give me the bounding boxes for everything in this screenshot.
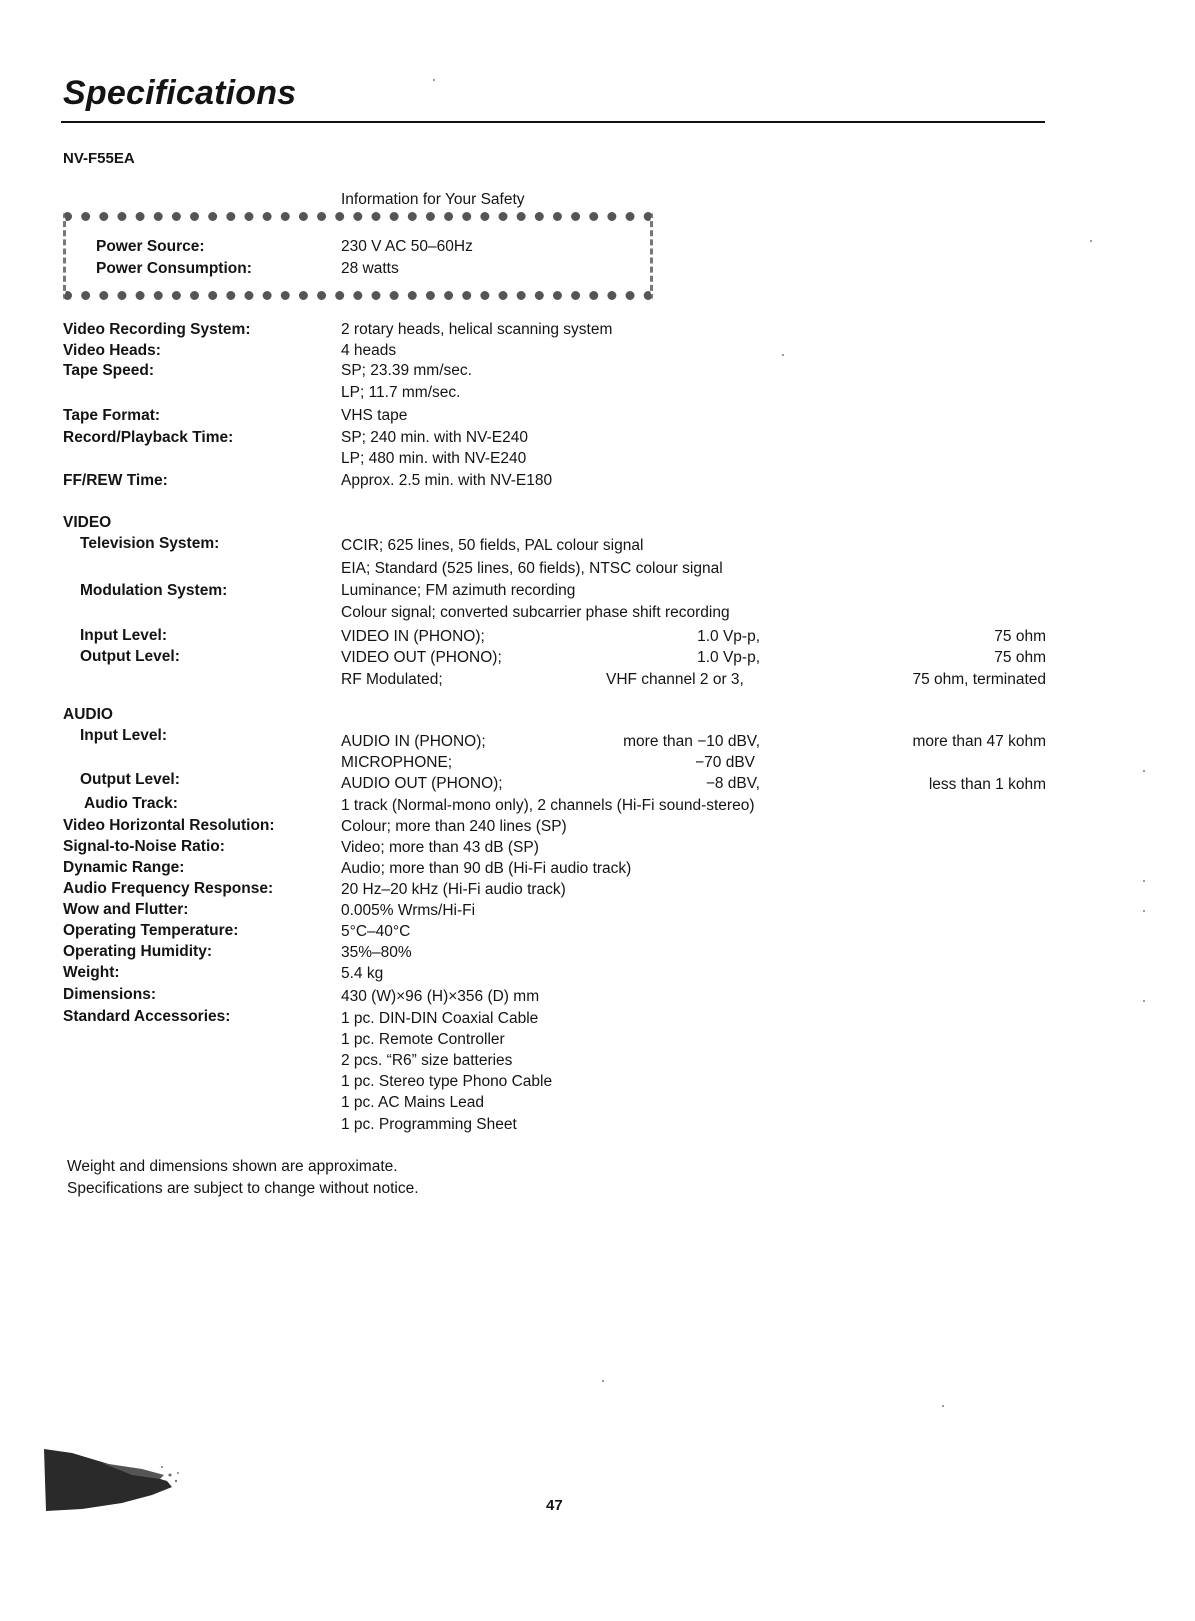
rf-modulated-connector: RF Modulated; (341, 671, 443, 688)
audio-in-impedance: more than 47 kohm (912, 733, 1046, 750)
television-system-label: Television System: (80, 535, 220, 552)
video-out-impedance: 75 ohm (994, 649, 1046, 666)
audio-out-value: −8 dBV, (705, 775, 760, 792)
video-heads-label: Video Heads: (63, 342, 161, 359)
record-playback-label: Record/Playback Time: (63, 429, 234, 446)
audio-in-connector: AUDIO IN (PHONO); (341, 733, 486, 750)
video-in-value: 1.0 Vp-p, (697, 628, 760, 645)
frequency-response-value: 20 Hz–20 kHz (Hi-Fi audio track) (341, 881, 566, 898)
scan-speck (782, 354, 784, 356)
video-output-level-label: Output Level: (80, 648, 180, 665)
microphone-connector: MICROPHONE; (341, 754, 453, 771)
footer-note: Weight and dimensions shown are approximate. (67, 1158, 398, 1175)
scan-smudge (42, 1445, 182, 1515)
video-recording-system-label: Video Recording System: (63, 321, 251, 338)
dynamic-range-value: Audio; more than 90 dB (Hi-Fi audio track) (341, 860, 632, 877)
tape-speed-lp: LP; 11.7 mm/sec. (341, 384, 461, 401)
audio-in-value: more than −10 dBV, (623, 733, 760, 750)
scan-speck (602, 1380, 604, 1382)
weight-label: Weight: (63, 964, 120, 981)
power-source-label: Power Source: (96, 238, 205, 255)
rf-modulated-impedance: 75 ohm, terminated (912, 671, 1046, 688)
television-system-ccir: CCIR; 625 lines, 50 fields, PAL colour signal (341, 537, 644, 554)
wow-flutter-value: 0.005% Wrms/Hi-Fi (341, 902, 476, 919)
video-out-connector: VIDEO OUT (PHONO); (341, 649, 502, 666)
video-recording-system-value: 2 rotary heads, helical scanning system (341, 321, 613, 338)
operating-temperature-label: Operating Temperature: (63, 922, 239, 939)
frequency-response-label: Audio Frequency Response: (63, 880, 274, 897)
video-out-value: 1.0 Vp-p, (697, 649, 760, 666)
audio-out-impedance: less than 1 kohm (928, 776, 1046, 793)
modulation-system-label: Modulation System: (80, 582, 228, 599)
rf-modulated-value: VHF channel 2 or 3, (606, 671, 744, 688)
video-in-impedance: 75 ohm (994, 628, 1046, 645)
audio-output-level-label: Output Level: (80, 771, 180, 788)
accessories-label: Standard Accessories: (63, 1008, 231, 1025)
dimensions-label: Dimensions: (63, 986, 157, 1003)
scan-speck (1143, 1000, 1145, 1002)
tape-format-label: Tape Format: (63, 407, 161, 424)
wow-flutter-label: Wow and Flutter: (63, 901, 189, 918)
accessory-item: 2 pcs. “R6” size batteries (341, 1052, 513, 1069)
dynamic-range-label: Dynamic Range: (63, 859, 185, 876)
operating-humidity-label: Operating Humidity: (63, 943, 212, 960)
safety-caption: Information for Your Safety (341, 191, 525, 208)
scan-speck (1143, 770, 1145, 772)
power-consumption-label: Power Consumption: (96, 260, 252, 277)
power-source-value: 230 V AC 50–60Hz (341, 238, 473, 255)
video-heads-value: 4 heads (341, 342, 397, 359)
scan-speck (1090, 240, 1092, 242)
scan-speck (942, 1405, 944, 1407)
accessory-item: 1 pc. AC Mains Lead (341, 1094, 485, 1111)
model-number: NV-F55EA (63, 150, 135, 167)
accessory-item: 1 pc. Remote Controller (341, 1031, 505, 1048)
scan-speck (1143, 910, 1145, 912)
audio-track-value: 1 track (Normal-mono only), 2 channels (Hi-Fi sound-stereo) (341, 797, 755, 814)
video-in-connector: VIDEO IN (PHONO); (341, 628, 485, 645)
snr-value: Video; more than 43 dB (SP) (341, 839, 539, 856)
ff-rew-label: FF/REW Time: (63, 472, 168, 489)
television-system-eia: EIA; Standard (525 lines, 60 fields), NTSC colour signal (341, 560, 723, 577)
ff-rew-value: Approx. 2.5 min. with NV-E180 (341, 472, 553, 489)
operating-humidity-value: 35%–80% (341, 944, 412, 961)
audio-track-label: Audio Track: (84, 795, 178, 812)
horizontal-resolution-value: Colour; more than 240 lines (SP) (341, 818, 567, 835)
power-consumption-value: 28 watts (341, 260, 399, 277)
footer-note: Specifications are subject to change without notice. (67, 1180, 419, 1197)
weight-value: 5.4 kg (341, 965, 384, 982)
audio-heading: AUDIO (63, 706, 113, 723)
tape-format-value: VHS tape (341, 407, 408, 424)
record-playback-lp: LP; 480 min. with NV-E240 (341, 450, 527, 467)
page-title: Specifications (63, 74, 297, 112)
scan-speck (1143, 880, 1145, 882)
video-heading: VIDEO (63, 514, 112, 531)
dimensions-value: 430 (W)×96 (H)×356 (D) mm (341, 988, 540, 1005)
scan-speck (433, 79, 435, 81)
title-rule (61, 121, 1045, 123)
horizontal-resolution-label: Video Horizontal Resolution: (63, 817, 275, 834)
audio-input-level-label: Input Level: (80, 727, 167, 744)
modulation-luminance: Luminance; FM azimuth recording (341, 582, 576, 599)
record-playback-sp: SP; 240 min. with NV-E240 (341, 429, 528, 446)
accessory-item: 1 pc. Programming Sheet (341, 1116, 517, 1133)
accessory-item: 1 pc. Stereo type Phono Cable (341, 1073, 553, 1090)
operating-temperature-value: 5°C–40°C (341, 923, 411, 940)
page-number: 47 (546, 1497, 563, 1514)
modulation-colour: Colour signal; converted subcarrier phase shift recording (341, 604, 730, 621)
microphone-value: −70 dBV (695, 754, 755, 771)
safety-box (63, 212, 653, 300)
audio-out-connector: AUDIO OUT (PHONO); (341, 775, 503, 792)
tape-speed-sp: SP; 23.39 mm/sec. (341, 362, 472, 379)
tape-speed-label: Tape Speed: (63, 362, 155, 379)
video-input-level-label: Input Level: (80, 627, 167, 644)
accessory-item: 1 pc. DIN-DIN Coaxial Cable (341, 1010, 539, 1027)
snr-label: Signal-to-Noise Ratio: (63, 838, 225, 855)
